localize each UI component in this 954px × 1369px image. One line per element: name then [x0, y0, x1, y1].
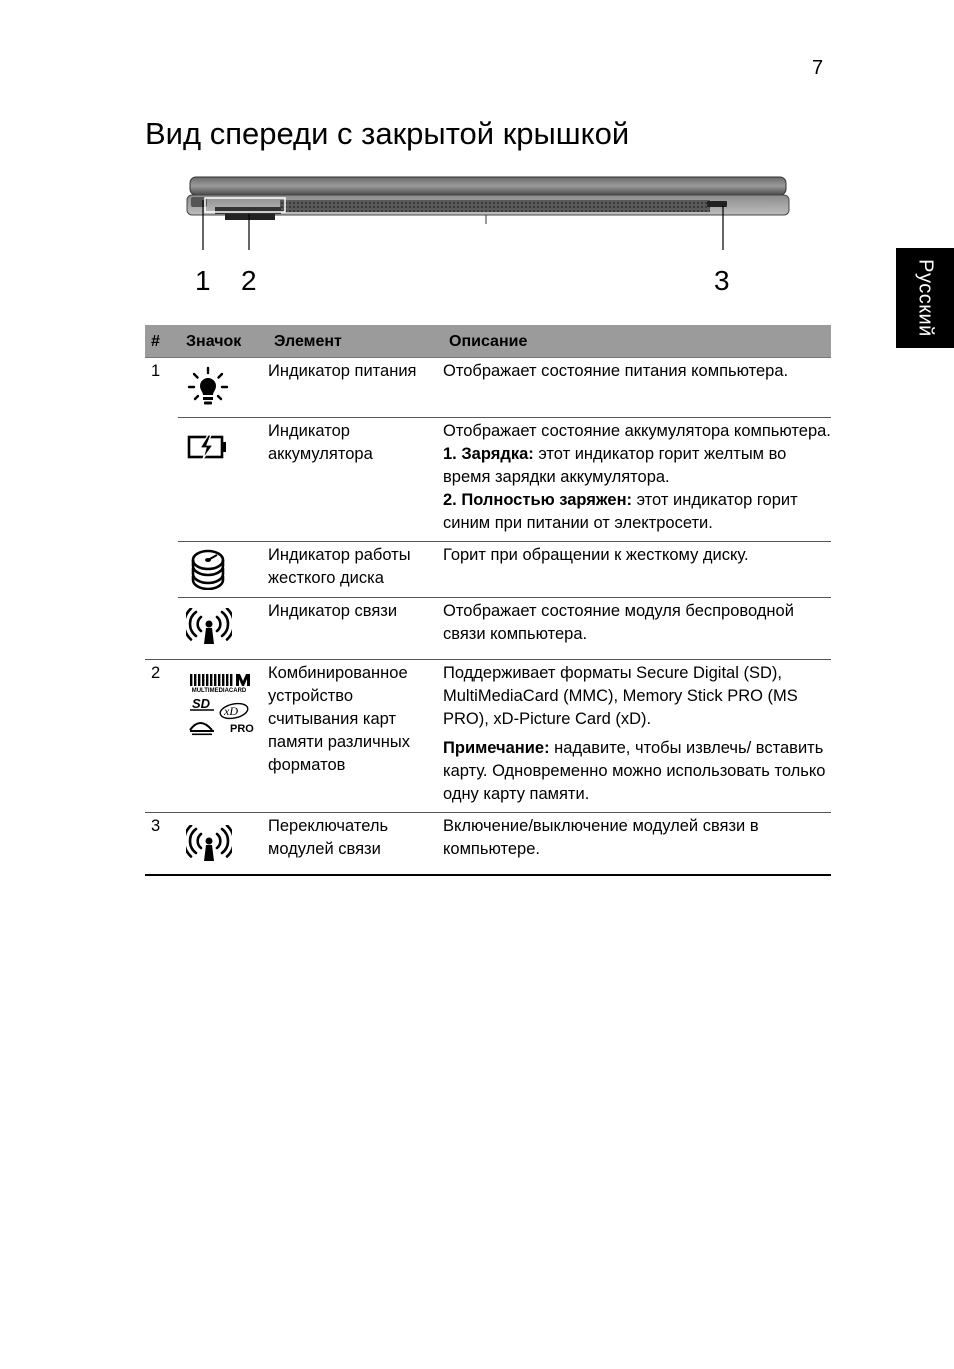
row-description [443, 358, 831, 418]
hdd-indicator-icon [186, 548, 230, 590]
wireless-indicator-icon [186, 608, 232, 646]
header-description: Описание [443, 325, 831, 358]
note-text: надавите, чтобы извлечь/ вставить карту. Одновременно можно использовать только одну карту памяти. [443, 739, 826, 803]
table-row [145, 418, 831, 542]
charged-text: этот индикатор горит синим при питании от электросети. [443, 491, 798, 532]
row-description [443, 542, 831, 598]
language-tab-label: Русский [914, 259, 937, 337]
table-row [145, 660, 831, 813]
callout-1: 1 [195, 265, 211, 296]
row-element: Индикатор работы жесткого диска [268, 542, 443, 598]
table-row [145, 598, 831, 660]
xd-logo-text: xD [224, 704, 238, 718]
header-element: Элемент [268, 325, 443, 358]
description-text: Включение/выключение модулей связи в компьютере. [443, 817, 759, 858]
description-text: Горит при обращении к жесткому диску. [443, 546, 749, 564]
row-element: Комбинированное устройство считывания карт памяти различных форматов [268, 660, 443, 813]
description-text: Отображает состояние модуля беспроводной связи компьютера. [443, 602, 794, 643]
header-num: # [145, 325, 178, 358]
charging-label: 1. Зарядка: [443, 445, 534, 463]
battery-indicator-icon [186, 432, 230, 462]
power-indicator-icon [186, 366, 230, 410]
note-item [443, 737, 831, 806]
header-icon: Значок [178, 325, 268, 358]
charged-label: 2. Полностью заряжен: [443, 491, 633, 509]
row-number [145, 418, 178, 542]
table-header-row [145, 325, 831, 358]
row-number: 2 [145, 660, 178, 813]
row-element: Индикатор питания [268, 362, 417, 380]
component-table [145, 325, 831, 876]
charged-item [443, 489, 831, 535]
row-description [443, 418, 831, 542]
charging-item [443, 443, 831, 489]
language-tab [896, 248, 954, 348]
charging-text: этот индикатор горит желтым во время зарядки аккумулятора. [443, 445, 787, 486]
row-number [145, 542, 178, 598]
page-title: Вид спереди с закрытой крышкой [145, 116, 630, 151]
pro-logo-text: PRO [230, 723, 254, 735]
callout-3: 3 [714, 265, 730, 296]
note-label: Примечание: [443, 739, 550, 757]
card-reader-icon [186, 672, 256, 738]
table-row [145, 542, 831, 598]
page-number: 7 [812, 57, 824, 79]
row-element: Индикатор аккумулятора [268, 418, 443, 542]
callout-2: 2 [241, 265, 257, 296]
row-element: Переключатель модулей связи [268, 813, 443, 875]
row-description [443, 598, 831, 660]
mmc-logo-text: MULTIMEDIACARD [191, 688, 247, 694]
table-row [145, 358, 831, 418]
sd-logo-text: SD [192, 696, 211, 711]
table-row [145, 813, 831, 875]
description-text: Поддерживает форматы Secure Digital (SD), MultiMediaCard (MMC), Memory Stick PRO (MS PRO), xD-Picture Card (xD). [443, 664, 798, 728]
row-number [145, 598, 178, 660]
laptop-front-figure [185, 170, 795, 300]
description-text: Отображает состояние аккумулятора компьютера. [443, 422, 831, 440]
laptop-front-illustration [185, 170, 795, 250]
row-description [443, 813, 831, 875]
row-number: 1 [151, 362, 161, 380]
row-number: 3 [145, 813, 178, 875]
row-element: Индикатор связи [268, 598, 443, 660]
row-description [443, 660, 831, 813]
description-text: Отображает состояние питания компьютера. [443, 362, 789, 380]
wireless-switch-icon [186, 825, 232, 863]
